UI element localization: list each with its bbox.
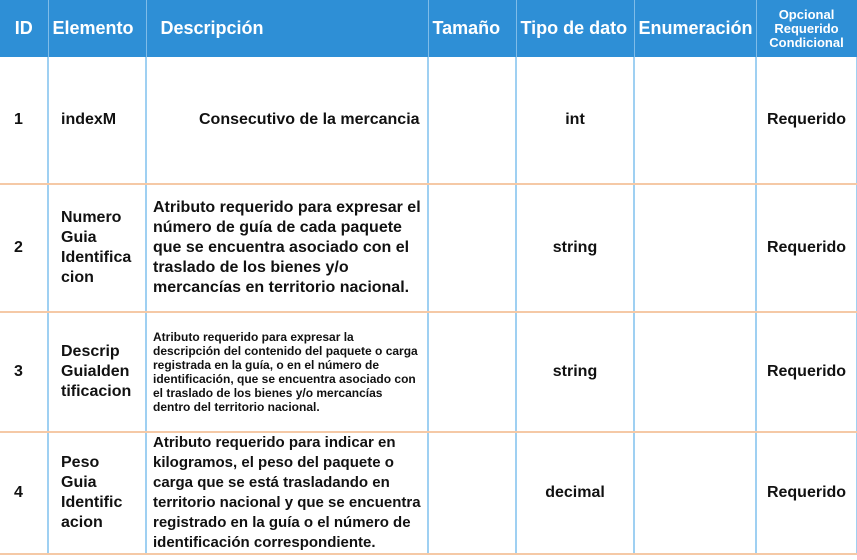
cell-enumeracion [634,432,756,554]
cell-id: 4 [0,432,48,554]
cell-enumeracion [634,184,756,312]
cell-descripcion: Atributo requerido para expresar la descripción del contenido del paquete o carga registrada en la guía, o en el número de identificación, que se encuentra asociado con el traslado de los bienes y/o mercancías dentro del territorio nacional. [146,312,428,432]
table-row [0,184,857,312]
cell-id: 3 [0,312,48,432]
cell-opcional: Requerido [756,57,857,184]
cell-tamano [428,57,516,184]
cell-tipo: string [516,312,634,432]
cell-tamano [428,432,516,554]
cell-descripcion: Consecutivo de la mercancia [146,57,428,184]
cell-elemento: Numero Guia Identifica cion [48,184,146,312]
header-id: ID [0,0,48,57]
table-row [0,312,857,432]
header-opcional: Opcional Requerido Condicional [756,0,857,57]
cell-tipo: string [516,184,634,312]
cell-enumeracion [634,312,756,432]
cell-id: 2 [0,184,48,312]
header-tamano: Tamaño [428,0,516,57]
cell-tamano [428,312,516,432]
header-descripcion: Descripción [146,0,428,57]
cell-tipo: int [516,57,634,184]
cell-tamano [428,184,516,312]
cell-enumeracion [634,57,756,184]
header-row [0,0,857,57]
header-tipo: Tipo de dato [516,0,634,57]
cell-descripcion: Atributo requerido para indicar en kilogramos, el peso del paquete o carga que se está trasladando en territorio nacional y que se encuentra registrado en la guía o el número de identificación correspondiente. [146,432,428,554]
cell-elemento: Peso Guia Identific acion [48,432,146,554]
cell-opcional: Requerido [756,432,857,554]
cell-id: 1 [0,57,48,184]
cell-elemento: Descrip GuiaIden tificacion [48,312,146,432]
table-row [0,57,857,184]
cell-opcional: Requerido [756,184,857,312]
header-enumeracion: Enumeración [634,0,756,57]
table-row [0,432,857,554]
header-elemento: Elemento [48,0,146,57]
cell-opcional: Requerido [756,312,857,432]
cell-elemento: indexM [48,57,146,184]
cell-tipo: decimal [516,432,634,554]
cell-descripcion: Atributo requerido para expresar el número de guía de cada paquete que se encuentra asociado con el traslado de los bienes y/o mercancías en territorio nacional. [146,184,428,312]
